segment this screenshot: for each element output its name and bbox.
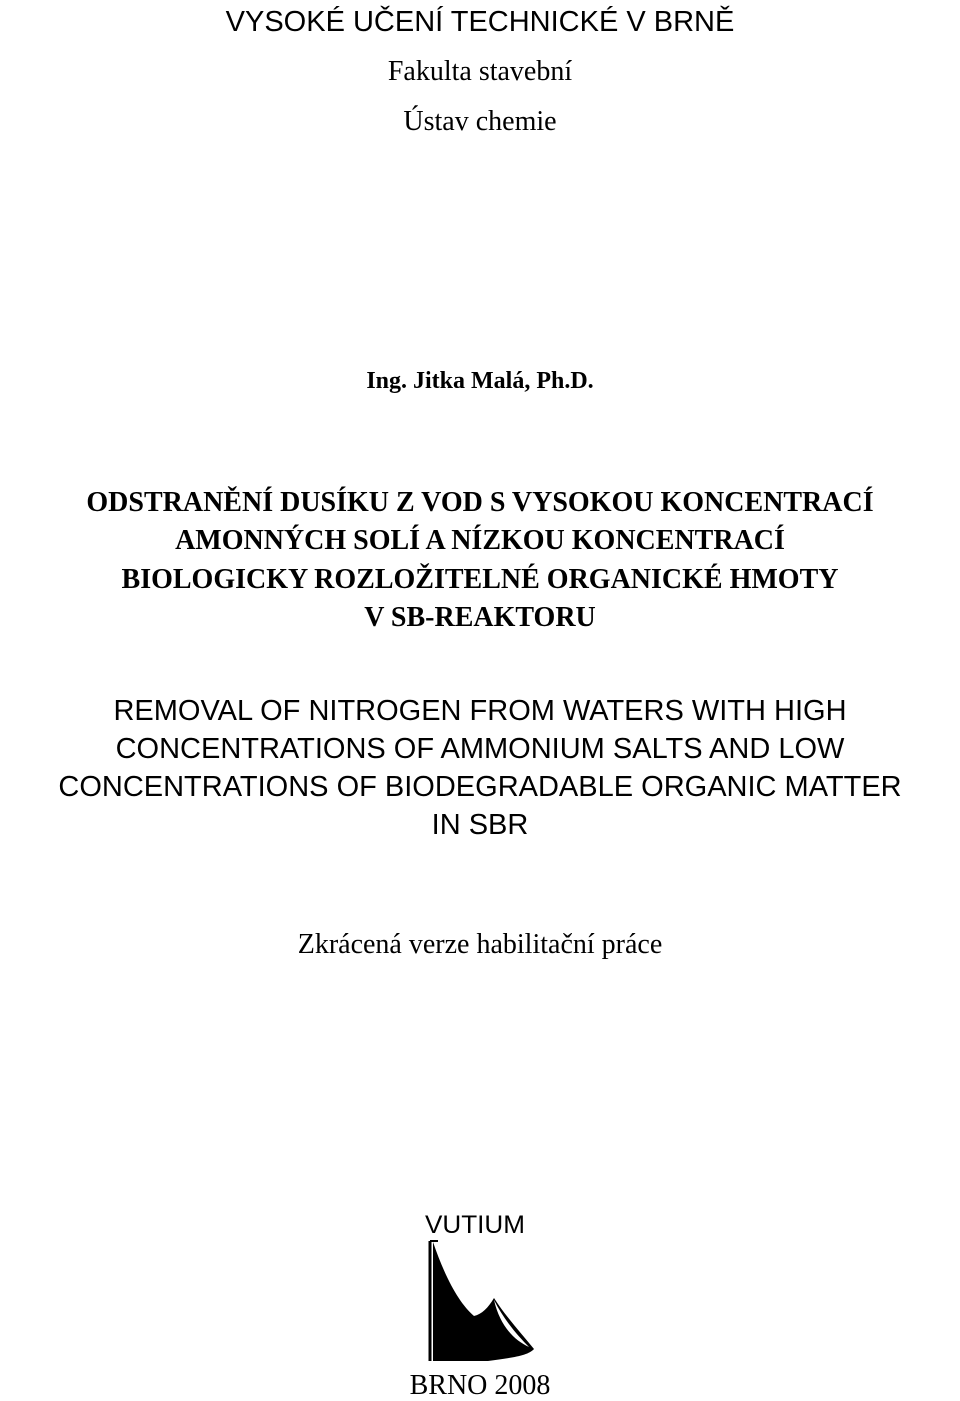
document-subtitle: Zkrácená verze habilitační práce bbox=[297, 929, 663, 960]
title-en-line-2: CONCENTRATIONS OF AMMONIUM SALTS AND LOW bbox=[115, 733, 845, 765]
author-name: Ing. Jitka Malá, Ph.D. bbox=[366, 368, 594, 394]
faculty-name: Fakulta stavební bbox=[387, 56, 573, 87]
title-cz-line-1: ODSTRANĚNÍ DUSÍKU Z VOD S VYSOKOU KONCENTRACÍ bbox=[86, 487, 874, 518]
title-cz-line-4: V SB-REAKTORU bbox=[364, 602, 596, 633]
title-cz-line-2: AMONNÝCH SOLÍ A NÍZKOU KONCENTRACÍ bbox=[175, 525, 785, 556]
title-en-line-3: CONCENTRATIONS OF BIODEGRADABLE ORGANIC MATTER bbox=[58, 771, 902, 803]
title-en-line-4: IN SBR bbox=[431, 809, 529, 841]
logo-mark-shape bbox=[433, 1242, 534, 1361]
institute-name: Ústav chemie bbox=[403, 106, 557, 137]
university-name: VYSOKÉ UČENÍ TECHNICKÉ V BRNĚ bbox=[225, 6, 735, 38]
title-cz-line-3: BIOLOGICKY ROZLOŽITELNÉ ORGANICKÉ HMOTY bbox=[121, 564, 839, 595]
title-en-line-1: REMOVAL OF NITROGEN FROM WATERS WITH HIGH bbox=[113, 695, 847, 727]
vutium-logo bbox=[410, 1208, 550, 1368]
city-year: BRNO 2008 bbox=[409, 1370, 551, 1401]
publisher-name: VUTIUM bbox=[425, 1211, 525, 1239]
